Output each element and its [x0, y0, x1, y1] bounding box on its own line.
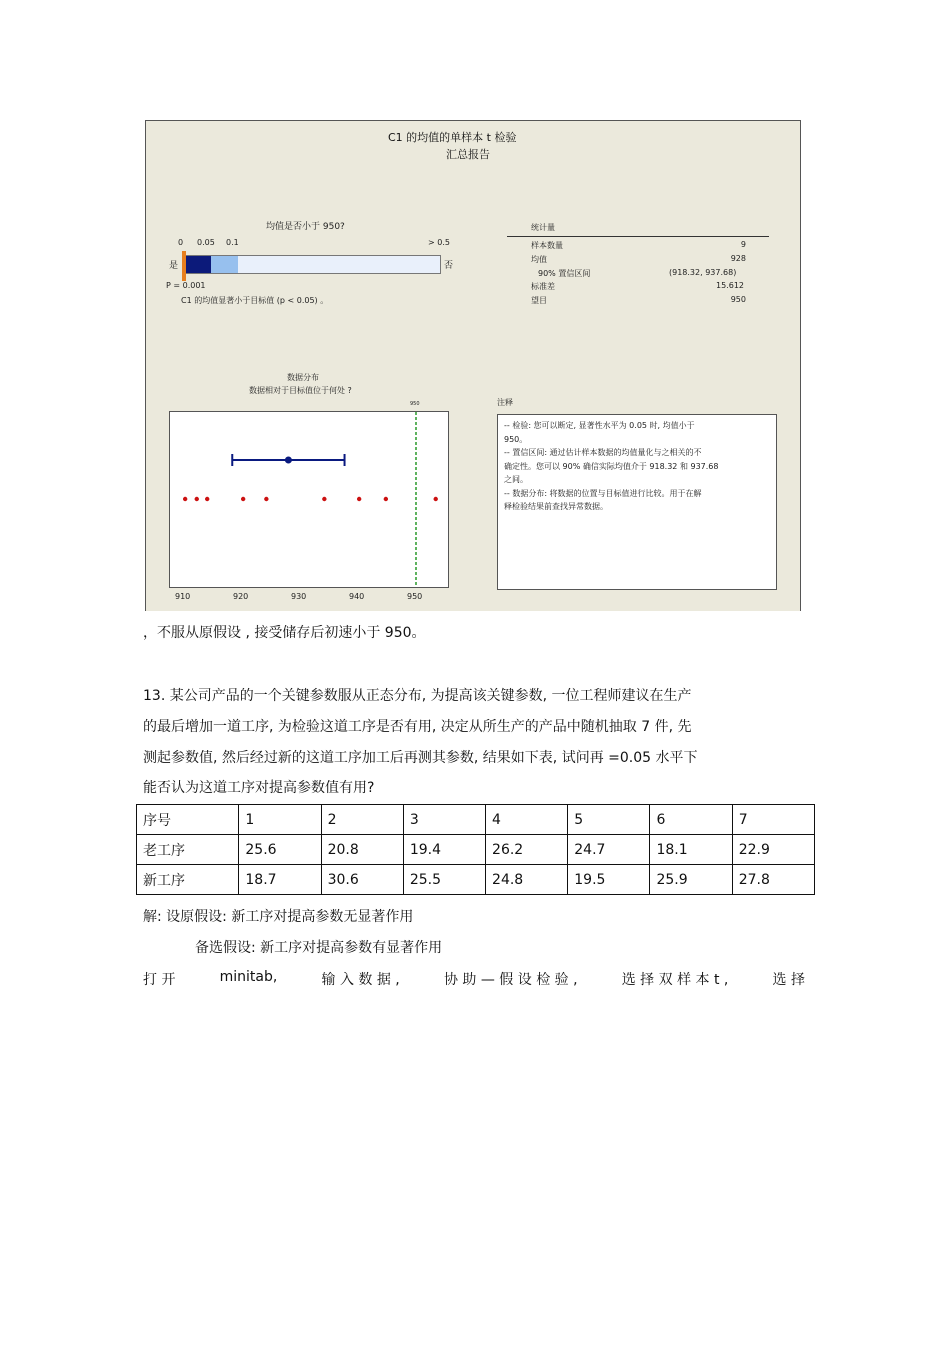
stat-row-mean: 均值 928	[531, 254, 746, 264]
solution-line: 解: 设原假设: 新工序对提高参数无显著作用	[143, 909, 414, 925]
table-header-row	[137, 805, 815, 835]
table-cell: 18.7	[239, 865, 321, 895]
instruction-word: 选 择 双 样 本 t ,	[621, 972, 729, 988]
table-cell: 26.2	[486, 835, 568, 865]
bar-segment-01	[211, 256, 238, 273]
table-cell: 25.6	[239, 835, 321, 865]
x-tick-label: 930	[291, 592, 307, 601]
table-cell: 18.1	[650, 835, 732, 865]
report-title: C1 的均值的单样本 t 检验	[388, 131, 517, 144]
table-cell: 25.9	[650, 865, 732, 895]
dist-title: 数据分布	[287, 373, 319, 382]
stats-divider	[507, 236, 769, 237]
instruction-word: minitab,	[219, 969, 278, 985]
distribution-plot-svg	[170, 412, 448, 587]
table-cell: 1	[239, 805, 321, 835]
scale-label-0: 0	[178, 238, 184, 247]
x-axis-ticks	[146, 591, 802, 605]
problem-13-line-3: 测起参数值, 然后经过新的这道工序加工后再测其参数, 结果如下表, 试问再 =0.05 水平下	[143, 750, 698, 766]
note-line: -- 数据分布: 将数据的位置与目标值进行比较。用于在解	[504, 488, 702, 498]
table-cell: 20.8	[321, 835, 403, 865]
problem-13-line-1: 13. 某公司产品的一个关键参数服从正态分布, 为提高该关键参数, 一位工程师建议在生产	[143, 688, 692, 704]
table-cell: 25.5	[403, 865, 485, 895]
scale-label-01: 0.1	[226, 238, 239, 247]
no-label: 否	[444, 261, 454, 271]
stat-row-n: 样本数量 9	[531, 240, 746, 250]
table-cell: 4	[486, 805, 568, 835]
note-line: -- 置信区间: 通过估计样本数据的均值量化与之相关的不	[504, 448, 702, 457]
data-point	[264, 497, 268, 501]
mean-point	[285, 457, 292, 464]
table-cell: 3	[403, 805, 485, 835]
table-cell: 22.9	[732, 835, 814, 865]
instruction-word: 协 助 — 假 设 检 验 ,	[443, 972, 578, 988]
conclusion-line: ，不服从原假设 , 接受储存后初速小于 950。	[143, 625, 426, 641]
note-line: -- 检验: 您可以断定, 显著性水平为 0.05 时, 均值小于	[504, 421, 695, 430]
table-cell: 24.7	[568, 835, 650, 865]
table-cell: 19.5	[568, 865, 650, 895]
note-line: 950。	[504, 434, 528, 444]
data-point	[322, 497, 326, 501]
minitab-report-panel	[145, 120, 801, 611]
process-data-table	[136, 804, 815, 895]
instruction-word: 选 择	[772, 972, 805, 988]
distribution-plot	[169, 411, 449, 588]
data-point	[195, 497, 199, 501]
problem-13-line-2: 的最后增加一道工序, 为检验这道工序是否有用, 决定从所生产的产品中随机抽取 7 件, 先	[143, 719, 692, 735]
table-row	[137, 835, 815, 865]
x-tick-label: 910	[175, 592, 191, 601]
note-line: 释检验结果前查找异常数据。	[504, 502, 608, 511]
target-label: 950	[410, 401, 420, 407]
p-value-marker	[182, 251, 186, 281]
x-tick-label: 950	[407, 592, 423, 601]
data-point	[357, 497, 361, 501]
table-cell: 2	[321, 805, 403, 835]
table-cell: 19.4	[403, 835, 485, 865]
data-point	[434, 497, 438, 501]
table-row	[137, 865, 815, 895]
table-cell: 27.8	[732, 865, 814, 895]
table-cell: 30.6	[321, 865, 403, 895]
stats-heading: 统计量	[531, 223, 555, 232]
hypothesis-question: 均值是否小于 950?	[266, 222, 345, 232]
data-point	[241, 497, 245, 501]
instruction-word: 输 入 数 据 ,	[321, 972, 400, 988]
x-tick-label: 940	[349, 592, 365, 601]
stat-row-target: 望目 950	[531, 295, 746, 305]
notes-box	[497, 414, 777, 590]
alternative-hypothesis-line: 备选假设: 新工序对提高参数有显著作用	[195, 940, 443, 956]
data-point	[384, 497, 388, 501]
table-cell: 新工序	[137, 865, 239, 895]
table-cell: 24.8	[486, 865, 568, 895]
bar-segment-005	[183, 256, 211, 273]
problem-13-line-4: 能否认为这道工序对提高参数值有用?	[143, 780, 375, 796]
note-line: 确定性。您可以 90% 确信实际均值介于 918.32 和 937.68	[504, 461, 719, 471]
p-value-text: P = 0.001	[166, 281, 206, 290]
data-point	[205, 497, 209, 501]
conclusion-text: C1 的均值显著小于目标值 (p < 0.05) 。	[181, 296, 329, 305]
instruction-word: 打 开	[143, 972, 176, 988]
table-cell: 老工序	[137, 835, 239, 865]
yes-label: 是	[169, 261, 179, 271]
stat-row-sd: 标准差 15.612	[531, 281, 744, 291]
notes-heading: 注释	[497, 398, 513, 407]
table-cell: 7	[732, 805, 814, 835]
table-cell: 5	[568, 805, 650, 835]
report-subtitle: 汇总报告	[446, 148, 490, 161]
stat-row-ci: 90% 置信区间 (918.32, 937.68)	[538, 268, 737, 278]
x-tick-label: 920	[233, 592, 249, 601]
scale-label-005: 0.05	[197, 238, 215, 247]
dist-subtitle: 数据相对于目标值位于何处 ?	[249, 386, 352, 395]
p-value-bar	[182, 255, 441, 274]
instruction-line	[143, 969, 805, 989]
table-cell: 序号	[137, 805, 239, 835]
note-line: 之间。	[504, 475, 528, 484]
table-cell: 6	[650, 805, 732, 835]
scale-label-05: > 0.5	[428, 238, 450, 247]
data-point	[183, 497, 187, 501]
